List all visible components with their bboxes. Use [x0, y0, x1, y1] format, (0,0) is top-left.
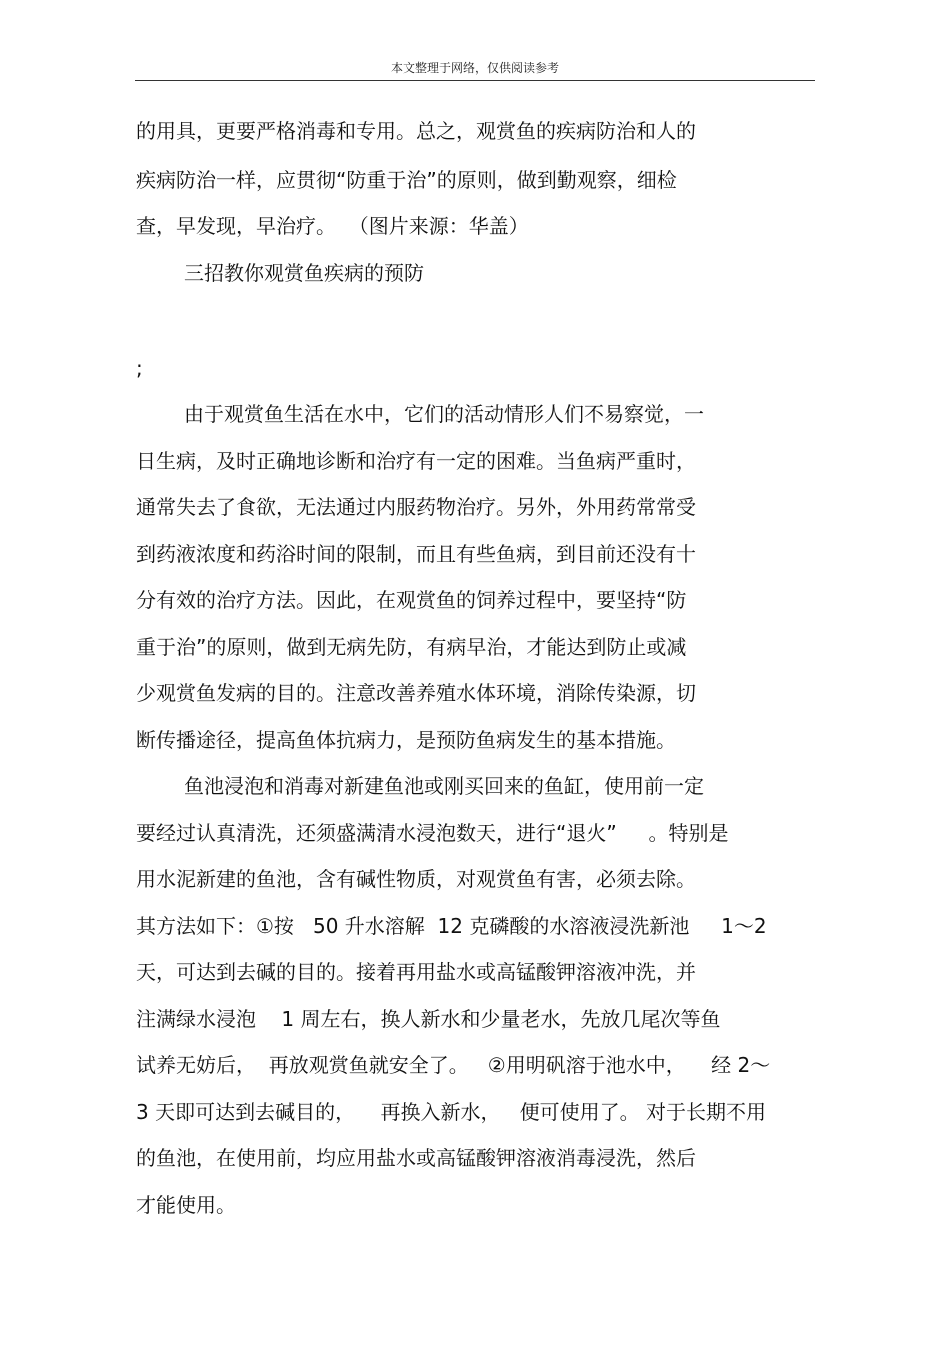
text-line: 3 天即可达到去碱目的， 再换入新水， 便可使用了。 对于长期不用	[136, 1100, 766, 1124]
text-line: 疾病防治一样，应贯彻“防重于治”的原则，做到勤观察，细检	[136, 168, 677, 192]
text-line: 少观赏鱼发病的目的。注意改善养殖水体环境，消除传染源，切	[136, 681, 696, 705]
text-line: 由于观赏鱼生活在水中，它们的活动情形人们不易察觉，一	[184, 402, 704, 426]
text-line: 注满绿水浸泡 1 周左右，换人新水和少量老水，先放几尾次等鱼	[136, 1007, 721, 1031]
page-header: 本文整理于网络，仅供阅读参考	[390, 61, 559, 75]
header-divider	[135, 80, 815, 81]
text-line: 试养无妨后， 再放观赏鱼就安全了。 ②用明矾溶于池水中， 经 2～	[136, 1053, 771, 1077]
text-line: 断传播途径，提高鱼体抗病力，是预防鱼病发生的基本措施。	[136, 728, 676, 752]
text-line: 通常失去了食欲，无法通过内服药物治疗。另外，外用药常常受	[136, 495, 696, 519]
text-line: 其方法如下：①按 50 升水溶解 12 克磷酸的水溶液浸洗新池 1～2	[136, 914, 767, 938]
text-line: 鱼池浸泡和消毒对新建鱼池或刚买回来的鱼缸，使用前一定	[184, 774, 704, 798]
text-line: 要经过认真清洗，还须盛满清水浸泡数天，进行“退火” 。特别是	[136, 821, 729, 845]
text-line: 分有效的治疗方法。因此，在观赏鱼的饲养过程中，要坚持“防	[136, 588, 687, 612]
text-line: 查，早发现，早治疗。 （图片来源：华盖）	[136, 214, 529, 238]
text-line: 的鱼池，在使用前，均应用盐水或高锰酸钾溶液消毒浸洗，然后	[136, 1146, 696, 1170]
text-line: 用水泥新建的鱼池，含有碱性物质，对观赏鱼有害，必须去除。	[136, 867, 696, 891]
text-line: 到药液浓度和药浴时间的限制，而且有些鱼病，到目前还没有十	[136, 542, 696, 566]
text-line: 天，可达到去碱的目的。接着再用盐水或高锰酸钾溶液冲洗，并	[136, 960, 696, 984]
text-line: 才能使用。	[136, 1193, 236, 1217]
section-heading: 三招教你观赏鱼疾病的预防	[184, 261, 424, 285]
text-line: 日生病，及时正确地诊断和治疗有一定的困难。当鱼病严重时，	[136, 449, 696, 473]
text-line: 重于治”的原则，做到无病先防，有病早治，才能达到防止或减	[136, 635, 687, 659]
text-line: ;	[136, 356, 143, 380]
text-line: 的用具，更要严格消毒和专用。总之，观赏鱼的疾病防治和人的	[136, 119, 696, 143]
